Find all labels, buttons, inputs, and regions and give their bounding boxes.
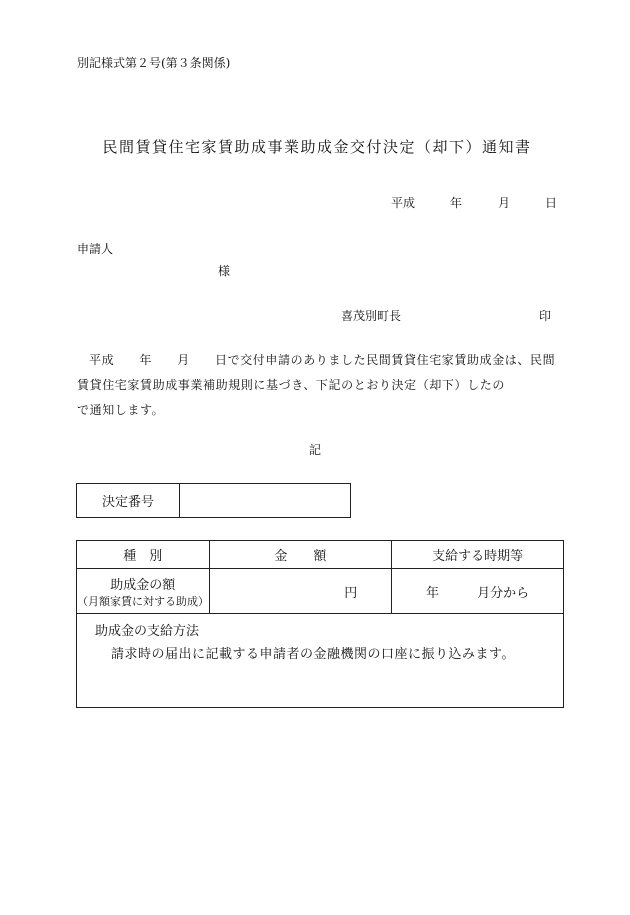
- period-year: 年: [426, 585, 440, 601]
- date-month-label: 月: [498, 196, 511, 210]
- subsidy-detail-table: [76, 540, 564, 708]
- payment-method-desc: 請求時の届出に記載する申請者の金融機関の口座に振り込みます。: [111, 647, 515, 662]
- decision-number-table: [76, 483, 351, 518]
- header-period: 支給する時期等: [392, 541, 564, 569]
- payment-method-cell: [77, 614, 564, 708]
- row-sublabel: （月額家賃に対する助成）: [77, 594, 209, 608]
- amount-unit: 円: [344, 585, 358, 601]
- amount-cell[interactable]: [209, 569, 392, 614]
- date-year-label: 年: [450, 196, 463, 210]
- notice-body: [77, 348, 557, 423]
- ki-heading: 記: [309, 443, 322, 457]
- form-number: 別記様式第２号(第３条関係): [77, 56, 231, 70]
- payment-method-title: 助成金の支給方法: [95, 624, 200, 639]
- seal-mark: 印: [539, 309, 552, 323]
- period-cell[interactable]: [392, 569, 564, 614]
- period-month: 月分から: [477, 585, 530, 601]
- issuer-name: 喜茂別町長: [341, 309, 402, 323]
- date-day-label: 日: [545, 196, 558, 210]
- notice-body-line: 賃貸住宅家賃助成事業補助規則に基づき、下記のとおり決定（却下）したの: [77, 378, 505, 392]
- notice-body-line: で通知します。: [77, 403, 165, 417]
- applicant-label: 申請人: [77, 242, 114, 256]
- header-amount: 金 額: [209, 541, 392, 569]
- decision-number-value[interactable]: [180, 484, 351, 518]
- row-type-cell: [77, 569, 210, 614]
- date-era: 平成: [391, 196, 416, 210]
- honorific: 様: [218, 264, 231, 278]
- header-type: 種 別: [77, 541, 210, 569]
- document-title: 民間賃貸住宅家賃助成事業助成金交付決定（却下）通知書: [102, 138, 532, 156]
- decision-number-label: 決定番号: [77, 484, 180, 518]
- row-label: 助成金の額: [110, 577, 176, 593]
- notice-body-line: 平成 年 月 日で交付申請のありました民間賃貸住宅家賃助成金は、民間: [89, 353, 556, 367]
